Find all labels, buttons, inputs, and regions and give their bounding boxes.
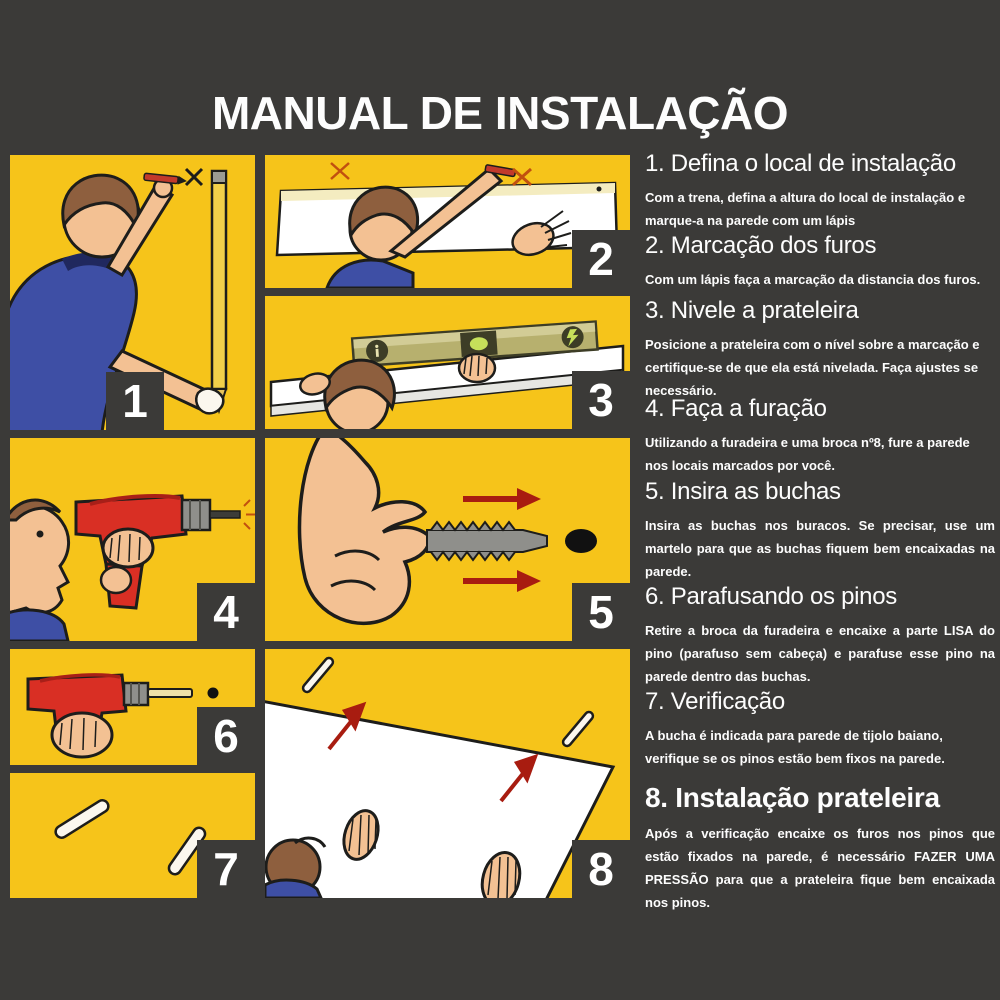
page-title: MANUAL DE INSTALAÇÃO [211,87,789,139]
panel-number: 8 [572,840,630,898]
step-7-body: A bucha é indicada para parede de tijolo baiano, verifique se os pinos estão bem fixos na parede. [645,727,945,766]
step-5-heading: 5. Insira as buchas [645,478,841,505]
panel-number: 7 [197,840,255,898]
panel-6 [10,649,255,765]
panel-number: 3 [572,371,630,429]
panel-3 [265,296,630,429]
step-5 [645,478,995,583]
step-7-heading: 7. Verificação [645,688,785,715]
panel-4 [10,438,255,641]
step-5-body: Insira as buchas nos buracos. Se precisar, use um martelo para que as buchas fiquem bem encaixadas na parede. [645,517,995,580]
step-1-heading: 1. Defina o local de instalação [645,150,956,177]
step-2-heading: 2. Marcação dos furos [645,232,877,259]
step-1 [645,150,995,232]
step-4 [645,395,995,477]
step-6-heading: 6. Parafusando os pinos [645,583,897,610]
panel-number: 6 [197,707,255,765]
panel-1 [10,155,255,430]
step-3-body: Posicione a prateleira com o nível sobre a marcação e certifique-se de que ela está nivelada. Faça ajustes se necessário. [645,336,980,399]
step-8 [645,781,995,914]
panel-7 [10,773,255,898]
step-8-body: Após a verificação encaixe os furos nos pinos que estão fixados na parede, é necessário FAZER UMA PRESSÃO para que a prateleira fique bem encaixada nos pinos. [645,825,995,910]
step-1-body: Com a trena, defina a altura do local de instalação e marque-a na parede com um lápis [645,189,966,228]
step-7 [645,688,995,770]
step-2-body: Com um lápis faça a marcação da distancia dos furos. [645,271,981,287]
step-4-heading: 4. Faça a furação [645,395,827,422]
step-6 [645,583,995,688]
step-3 [645,297,995,402]
step-2 [645,232,995,291]
panel-number: 5 [572,583,630,641]
step-6-body: Retire a broca da furadeira e encaixe a parte LISA do pino (parafuso sem cabeça) e parafuse esse pino na parede dentro das buchas. [645,622,995,685]
panel-number: 4 [197,583,255,641]
step-3-heading: 3. Nivele a prateleira [645,297,859,324]
step-8-heading: 8. Instalação prateleira [645,782,940,813]
panel-8 [265,649,630,898]
step-4-body: Utilizando a furadeira e uma broca nº8, fure a parede nos locais marcados por você. [645,434,970,473]
panel-number: 1 [106,372,164,430]
panel-number: 2 [572,230,630,288]
panel-2 [265,155,630,288]
panel-5 [265,438,630,641]
